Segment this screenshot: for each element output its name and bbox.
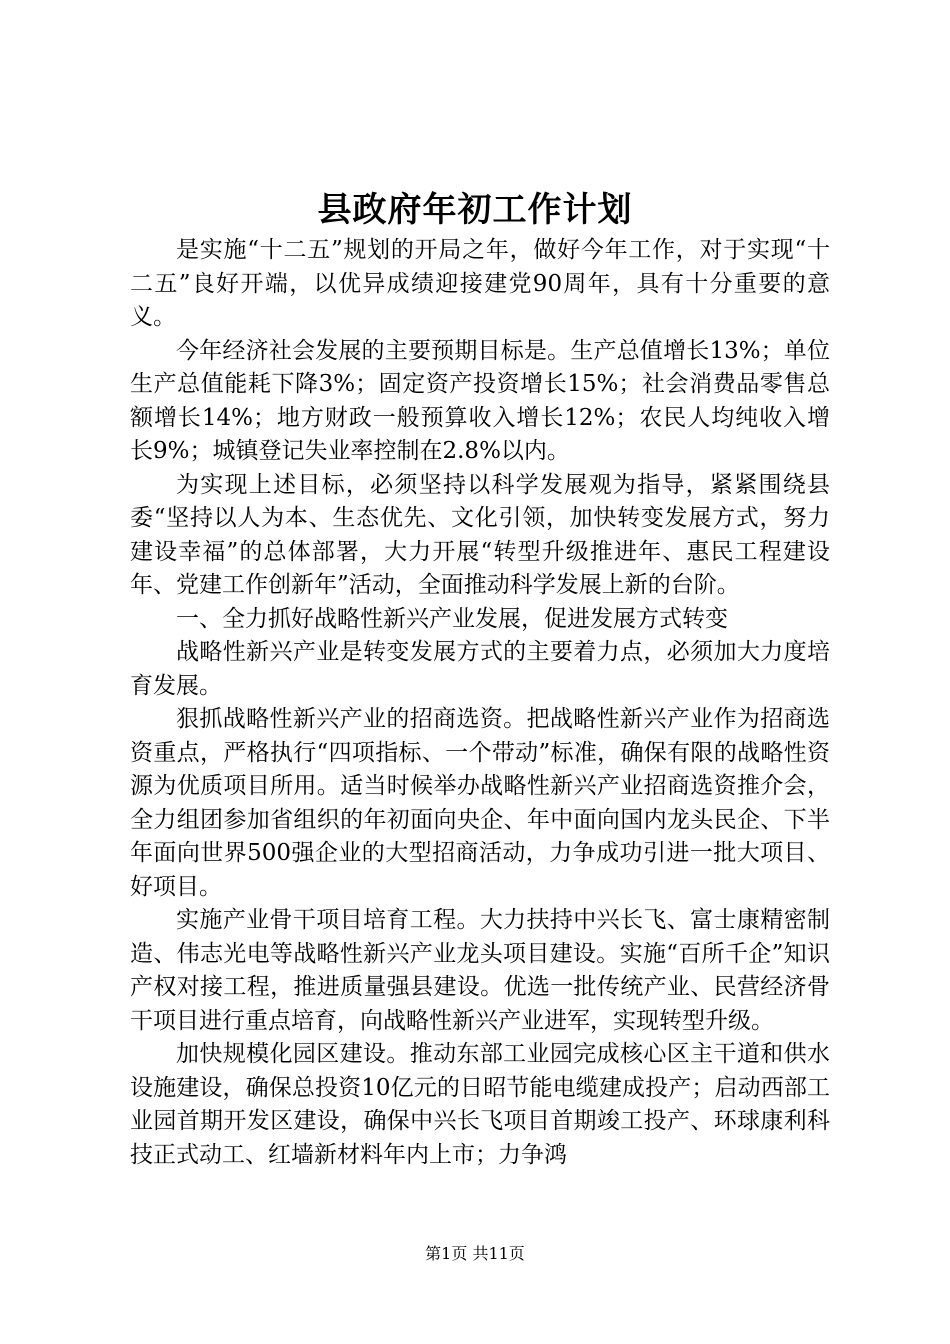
paragraph-guidance: 为实现上述目标，必须坚持以科学发展观为指导，紧紧围绕县委“坚持以人为本、生态优先、文化引领，加快转变发展方式，努力建设幸福”的总体部署，大力开展“转型升级推进年、惠民工程建设年、党建工作创新年”活动，全面推动科学发展上新的台阶。 [130, 471, 830, 598]
document-title: 县政府年初工作计划 [317, 190, 633, 230]
section-heading-1: 一、全力抓好战略性新兴产业发展，促进发展方式转变 [176, 605, 728, 632]
paragraph-intro: 是实施“十二五”规划的开局之年，做好今年工作，对于实现“十二五”良好开端，以优异成绩迎接建党90周年，具有十分重要的意义。 [130, 237, 830, 330]
document-body [130, 234, 830, 1172]
paragraph-investment: 狠抓战略性新兴产业的招商选资。把战略性新兴产业作为招商选资重点，严格执行“四项指标、一个带动”标准，确保有限的战略性资源为优质项目所用。适当时候举办战略性新兴产业招商选资推介会，全力组团参加省组织的年初面向央企、年中面向国内龙头民企、下半年面向世界500强企业的大型招商活动，力争成功引进一批大项目、好项目。 [130, 706, 830, 900]
paragraph-key-projects: 实施产业骨干项目培育工程。大力扶持中兴长飞、富士康精密制造、伟志光电等战略性新兴产业龙头项目建设。实施“百所千企”知识产权对接工程，推进质量强县建设。优选一批传统产业、民营经济骨干项目进行重点培育，向战略性新兴产业进军，实现转型升级。 [130, 907, 830, 1034]
paragraph-industrial-parks: 加快规模化园区建设。推动东部工业园完成核心区主干道和供水设施建设，确保总投资10亿元的日昭节能电缆建成投产；启动西部工业园首期开发区建设，确保中兴长飞项目首期竣工投产、环球康利科技正式动工、红墙新材料年内上市；力争鸿 [130, 1041, 830, 1168]
page-number: 第1页 共11页 [425, 1244, 525, 1263]
paragraph-targets: 今年经济社会发展的主要预期目标是。生产总值增长13%；单位生产总值能耗下降3%；固定资产投资增长15%；社会消费品零售总额增长14%；地方财政一般预算收入增长12%；农民人均纯收入增长9%；城镇登记失业率控制在2.8%以内。 [130, 337, 830, 464]
paragraph-emerging-industry: 战略性新兴产业是转变发展方式的主要着力点，必须加大力度培育发展。 [130, 639, 830, 699]
